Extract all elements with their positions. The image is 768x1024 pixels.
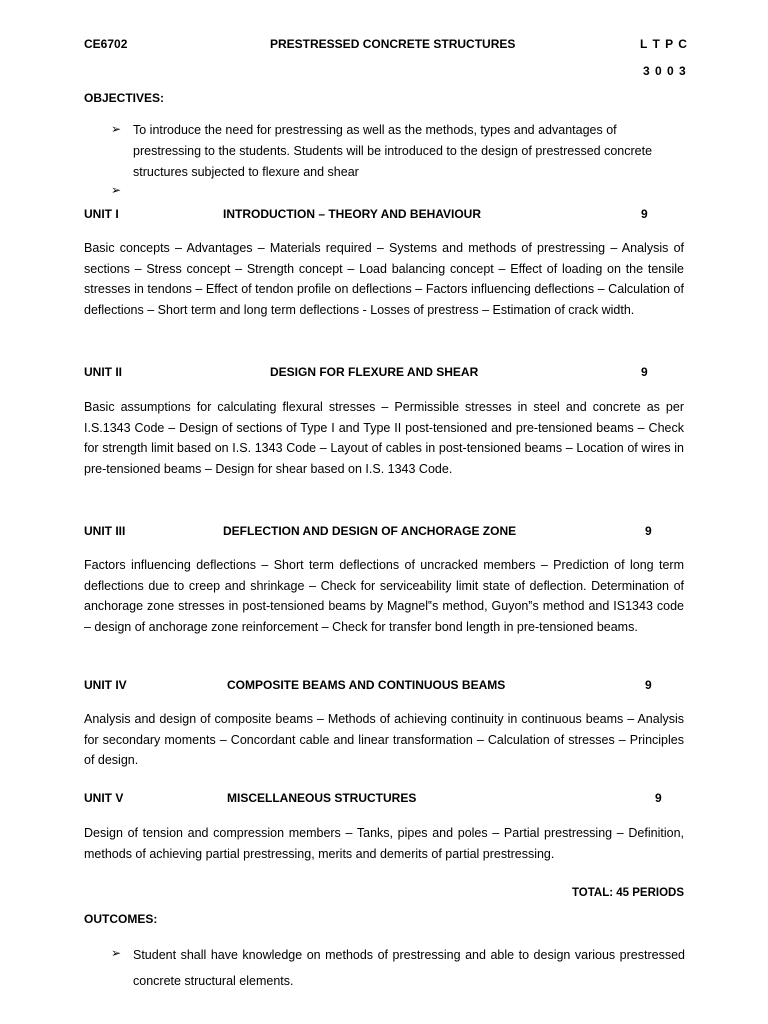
unit-hours: 9	[641, 365, 648, 379]
outcome-item: Student shall have knowledge on methods of prestressing and able to design various prestressed concrete structural elements.	[133, 948, 685, 988]
unit-label: UNIT V	[84, 791, 124, 805]
unit-label: UNIT III	[84, 524, 126, 538]
unit-description: Factors influencing deflections – Short term deflections of uncracked members – Prediction of long term deflections due to creep and shrinkage – Check for serviceability limit state of deflection. Determination of anchorage zone stresses in post-tensioned beams by Magnel‟s method, Guyon‟s method and IS1343 code – design of anchorage zone reinforcement – Check for transfer bond length in pre-tensioned beams.	[84, 558, 684, 634]
unit-hours: 9	[645, 678, 652, 692]
unit-title: DEFLECTION AND DESIGN OF ANCHORAGE ZONE	[223, 524, 517, 538]
unit-hours: 9	[645, 524, 652, 538]
total-periods: TOTAL: 45 PERIODS	[571, 887, 684, 899]
unit-title: INTRODUCTION – THEORY AND BEHAVIOUR	[223, 207, 482, 221]
bullet-arrow-icon: ➢	[111, 122, 122, 136]
unit-label: UNIT IV	[84, 678, 127, 692]
unit-title: DESIGN FOR FLEXURE AND SHEAR	[270, 365, 479, 379]
course-code: CE6702	[84, 37, 128, 51]
bullet-arrow-icon: ➢	[111, 183, 122, 197]
unit-description: Analysis and design of composite beams – Methods of achieving continuity in continuous beams – Analysis for secondary moments – Concordant cable and linear transformation – Calculation of stresses – Principles of design.	[84, 712, 684, 767]
unit-hours: 9	[641, 207, 648, 221]
unit-title: MISCELLANEOUS STRUCTURES	[227, 791, 417, 805]
ltpc-values: 3 0 0 3	[643, 64, 686, 78]
unit-description: Basic concepts – Advantages – Materials required – Systems and methods of prestressing – Analysis of sections – Stress concept – Strength concept – Load balancing concept – Effect of loading on the tensile stresses in tendons – Effect of tendon profile on deflections – Factors influencing deflections – Calculation of deflections – Short term and long term deflections - Losses of prestress – Estimation of crack width.	[84, 241, 684, 317]
ltpc-label: L T P C	[640, 37, 687, 51]
objective-item: To introduce the need for prestressing as well as the methods, types and advantages of prestressing to the students. Students will be introduced to the design of prestressed concrete structures subjected to flexure and shear	[133, 123, 653, 179]
unit-description: Basic assumptions for calculating flexural stresses – Permissible stresses in steel and concrete as per I.S.1343 Code – Design of sections of Type I and Type II post-tensioned and pre-tensioned beams – Check for strength limit based on I.S. 1343 Code – Layout of cables in post-tensioned beams – Location of wires in pre-tensioned beams – Design for shear based on I.S. 1343 Code.	[84, 400, 684, 476]
unit-label: UNIT I	[84, 207, 119, 221]
unit-label: UNIT II	[84, 365, 122, 379]
unit-description: Design of tension and compression members – Tanks, pipes and poles – Partial prestressing – Definition, methods of achieving partial prestressing, merits and demerits of partial prestressing.	[84, 826, 684, 861]
objectives-heading: OBJECTIVES:	[84, 91, 165, 105]
unit-hours: 9	[655, 791, 662, 805]
unit-title: COMPOSITE BEAMS AND CONTINUOUS BEAMS	[227, 678, 506, 692]
outcomes-heading: OUTCOMES:	[84, 912, 158, 926]
bullet-arrow-icon: ➢	[111, 946, 122, 960]
course-title: PRESTRESSED CONCRETE STRUCTURES	[270, 37, 516, 51]
